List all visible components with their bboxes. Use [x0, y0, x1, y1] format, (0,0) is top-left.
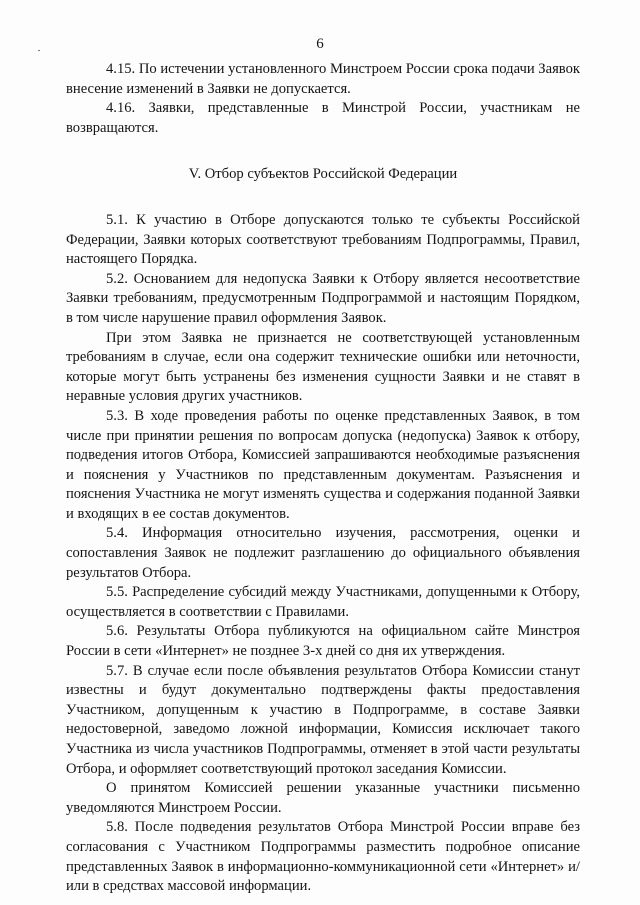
document-body — [66, 60, 580, 897]
paragraph-5-7: 5.7. В случае если после объявления результатов Отбора Комиссии станут известны и будут документально подтверждены факты предоставления Участником, допущенным к участию в Подпрограмме, в составе Заявки недостоверной, заведомо ложной информации, Комиссия исключает такого Участника из числа участников Подпрограммы, отменяет в этой части результаты Отбора, и оформляет соответствующий протокол заседания Комиссии. — [66, 662, 580, 777]
paragraph-5-5: 5.5. Распределение субсидий между Участниками, допущенными к Отбору, осуществляется в соответствии с Правилами. — [66, 584, 580, 620]
page-number: 6 — [316, 36, 324, 52]
paragraph-5-4: 5.4. Информация относительно изучения, рассмотрения, оценки и сопоставления Заявок не подлежит разглашению до официального объявления результатов Отбора. — [66, 525, 580, 581]
paragraph-4-16: 4.16. Заявки, представленные в Минстрой России, участникам не возвращаются. — [66, 100, 580, 136]
paragraph-5-7-note: О принятом Комиссией решении указанные участники письменно уведомляются Минстроем России. — [66, 780, 580, 816]
paragraph-5-6: 5.6. Результаты Отбора публикуются на официальном сайте Минстроя России в сети «Интернет» не позднее 3-х дней со дня их утверждения. — [66, 623, 580, 660]
paragraph-5-3: 5.3. В ходе проведения работы по оценке представленных Заявок, в том числе при принятии решения по вопросам допуска (недопуска) Заявок к отбору, подведения итогов Отбора, Комиссией запрашиваются необходимые разъяснения и пояснения у Участников по представленным документам. Разъяснения и пояснения Участника не могут изменять существа и содержания поданной Заявки и входящих в ее состав документов. — [66, 407, 580, 522]
paragraph-5-8: 5.8. После подведения результатов Отбора Минстрой России вправе без согласования с Участником Подпрограммы разместить подробное описание представленных Заявок в информационно-коммуникационной сети «Интернет» и/или в средствах массовой информации. — [66, 819, 580, 895]
paragraph-5-1: 5.1. К участию в Отборе допускаются только те субъекты Российской Федерации, Заявки которых соответствуют требованиям Подпрограммы, Правил, настоящего Порядка. — [66, 211, 580, 268]
paragraph-5-2-note: При этом Заявка не признается не соответствующей установленным требованиям в случае, если она содержит технические ошибки или неточности, которые могут быть устранены без изменения сущности Заявки и не ставят в неравные условия других участников. — [66, 329, 580, 405]
paragraph-5-2: 5.2. Основанием для недопуска Заявки к Отбору является несоответствие Заявки требованиям, предусмотренным Подпрограммой и настоящим Порядком, в том числе нарушение правил оформления Заявок. — [66, 270, 580, 326]
paragraph-4-15: 4.15. По истечении установленного Минстроем России срока подачи Заявок внесение изменений в Заявки не допускается. — [66, 61, 580, 97]
section-heading: V. Отбор субъектов Российской Федерации — [188, 166, 458, 183]
